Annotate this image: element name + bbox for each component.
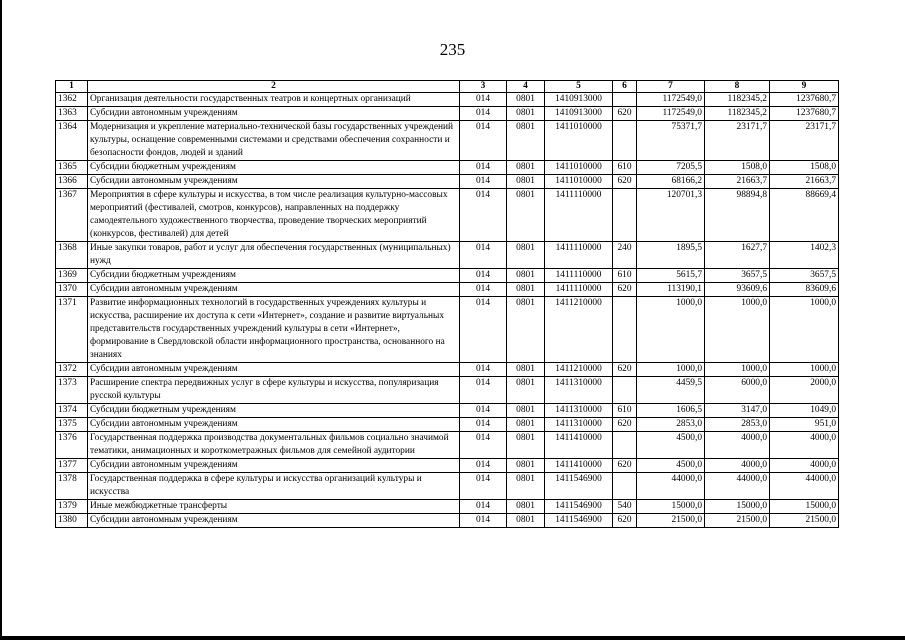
row-code-3: 014 — [460, 363, 507, 377]
row-value-9: 1402,3 — [770, 242, 839, 269]
row-code-6: 620 — [613, 175, 637, 189]
row-value-7: 7205,5 — [637, 161, 705, 175]
row-code-4: 0801 — [507, 514, 545, 528]
row-code-4: 0801 — [507, 432, 545, 459]
row-code-3: 014 — [460, 269, 507, 283]
row-value-9: 1049,0 — [770, 404, 839, 418]
row-code-4: 0801 — [507, 377, 545, 404]
row-code-6: 620 — [613, 459, 637, 473]
row-value-8: 21663,7 — [705, 175, 770, 189]
row-name: Мероприятия в сфере культуры и искусства, в том числе реализация культурно-массовых мероприятий (фестивалей, смотров, конкурсов), направленных на поддержку самодеятельного художественного творчества, проведение творческих мероприятий (конкурсов, фестивалей) для детей — [88, 189, 460, 242]
row-number: 1380 — [56, 514, 88, 528]
row-value-9: 1000,0 — [770, 297, 839, 363]
table-row — [56, 377, 839, 404]
row-value-7: 21500,0 — [637, 514, 705, 528]
column-header: 8 — [705, 81, 770, 93]
row-name: Субсидии бюджетным учреждениям — [88, 161, 460, 175]
page-edge-left — [0, 0, 2, 640]
column-header: 6 — [613, 81, 637, 93]
column-header: 1 — [56, 81, 88, 93]
row-number: 1365 — [56, 161, 88, 175]
row-value-9: 3657,5 — [770, 269, 839, 283]
row-value-9: 44000,0 — [770, 473, 839, 500]
row-value-9: 15000,0 — [770, 500, 839, 514]
row-code-3: 014 — [460, 459, 507, 473]
row-value-8: 1182345,2 — [705, 93, 770, 107]
row-code-4: 0801 — [507, 269, 545, 283]
page-number: 235 — [439, 40, 466, 59]
row-code-4: 0801 — [507, 93, 545, 107]
row-code-5: 1411010000 — [545, 121, 613, 161]
row-name: Государственная поддержка производства документальных фильмов социально значимой тематики, анимационных и короткометражных фильмов для семейной аудитории — [88, 432, 460, 459]
row-value-7: 2853,0 — [637, 418, 705, 432]
column-header: 4 — [507, 81, 545, 93]
row-name: Субсидии автономным учреждениям — [88, 175, 460, 189]
row-code-5: 1411546900 — [545, 514, 613, 528]
row-name: Субсидии бюджетным учреждениям — [88, 269, 460, 283]
row-number: 1363 — [56, 107, 88, 121]
row-number: 1371 — [56, 297, 88, 363]
header-row — [56, 81, 839, 93]
row-code-4: 0801 — [507, 473, 545, 500]
table-row — [56, 189, 839, 242]
row-number: 1367 — [56, 189, 88, 242]
row-code-6: 620 — [613, 283, 637, 297]
row-value-9: 88669,4 — [770, 189, 839, 242]
row-value-8: 4000,0 — [705, 459, 770, 473]
row-value-7: 1895,5 — [637, 242, 705, 269]
row-name: Иные межбюджетные трансферты — [88, 500, 460, 514]
row-value-9: 83609,6 — [770, 283, 839, 297]
row-value-8: 23171,7 — [705, 121, 770, 161]
table-row — [56, 514, 839, 528]
row-value-9: 2000,0 — [770, 377, 839, 404]
row-code-3: 014 — [460, 297, 507, 363]
row-code-6: 620 — [613, 363, 637, 377]
row-value-7: 75371,7 — [637, 121, 705, 161]
table-row — [56, 283, 839, 297]
row-value-8: 93609,6 — [705, 283, 770, 297]
row-code-3: 014 — [460, 93, 507, 107]
row-value-8: 1182345,2 — [705, 107, 770, 121]
row-value-7: 1000,0 — [637, 297, 705, 363]
table-header — [56, 81, 839, 93]
row-number: 1374 — [56, 404, 88, 418]
row-code-5: 1411310000 — [545, 377, 613, 404]
row-code-4: 0801 — [507, 404, 545, 418]
row-code-4: 0801 — [507, 283, 545, 297]
row-value-7: 1606,5 — [637, 404, 705, 418]
row-value-7: 1000,0 — [637, 363, 705, 377]
row-code-5: 1411110000 — [545, 189, 613, 242]
row-code-3: 014 — [460, 242, 507, 269]
row-value-9: 23171,7 — [770, 121, 839, 161]
row-code-4: 0801 — [507, 500, 545, 514]
column-header: 3 — [460, 81, 507, 93]
row-code-3: 014 — [460, 175, 507, 189]
column-header: 2 — [88, 81, 460, 93]
row-code-4: 0801 — [507, 107, 545, 121]
row-number: 1377 — [56, 459, 88, 473]
row-value-8: 44000,0 — [705, 473, 770, 500]
row-number: 1378 — [56, 473, 88, 500]
table-row — [56, 269, 839, 283]
table-row — [56, 418, 839, 432]
row-code-5: 1410913000 — [545, 93, 613, 107]
table-row — [56, 297, 839, 363]
row-code-3: 014 — [460, 283, 507, 297]
row-value-7: 4500,0 — [637, 459, 705, 473]
row-code-3: 014 — [460, 189, 507, 242]
table-row — [56, 242, 839, 269]
row-value-8: 6000,0 — [705, 377, 770, 404]
table-row — [56, 121, 839, 161]
row-code-6: 610 — [613, 161, 637, 175]
row-code-6 — [613, 432, 637, 459]
row-code-6 — [613, 473, 637, 500]
row-code-6: 610 — [613, 269, 637, 283]
row-code-3: 014 — [460, 473, 507, 500]
row-value-9: 4000,0 — [770, 459, 839, 473]
row-name: Организация деятельности государственных театров и концертных организаций — [88, 93, 460, 107]
row-value-8: 3147,0 — [705, 404, 770, 418]
row-number: 1364 — [56, 121, 88, 161]
row-code-5: 1411546900 — [545, 473, 613, 500]
row-code-5: 1411110000 — [545, 242, 613, 269]
row-code-3: 014 — [460, 418, 507, 432]
row-code-6: 620 — [613, 514, 637, 528]
row-value-7: 44000,0 — [637, 473, 705, 500]
row-code-4: 0801 — [507, 121, 545, 161]
row-number: 1369 — [56, 269, 88, 283]
row-number: 1373 — [56, 377, 88, 404]
row-value-8: 1000,0 — [705, 363, 770, 377]
row-value-7: 120701,3 — [637, 189, 705, 242]
row-code-4: 0801 — [507, 161, 545, 175]
row-value-9: 1237680,7 — [770, 93, 839, 107]
row-name: Субсидии автономным учреждениям — [88, 418, 460, 432]
row-name: Развитие информационных технологий в государственных учреждениях культуры и искусства, расширение их доступа к сети «Интернет», создание и развитие виртуальных представительств государственных учреждений культуры в сети «Интернет», формирование в Свердловской области информационного пространства, основанного на знаниях — [88, 297, 460, 363]
row-code-3: 014 — [460, 500, 507, 514]
row-value-7: 113190,1 — [637, 283, 705, 297]
row-value-8: 21500,0 — [705, 514, 770, 528]
row-code-6: 240 — [613, 242, 637, 269]
row-code-5: 1411310000 — [545, 418, 613, 432]
column-header: 7 — [637, 81, 705, 93]
row-code-3: 014 — [460, 107, 507, 121]
row-code-4: 0801 — [507, 418, 545, 432]
table-row — [56, 107, 839, 121]
row-code-3: 014 — [460, 514, 507, 528]
row-number: 1372 — [56, 363, 88, 377]
column-header: 9 — [770, 81, 839, 93]
row-code-6 — [613, 377, 637, 404]
row-code-5: 1411410000 — [545, 459, 613, 473]
row-value-9: 951,0 — [770, 418, 839, 432]
row-code-5: 1411010000 — [545, 175, 613, 189]
row-code-3: 014 — [460, 377, 507, 404]
row-name: Субсидии автономным учреждениям — [88, 514, 460, 528]
row-code-5: 1411010000 — [545, 161, 613, 175]
row-number: 1368 — [56, 242, 88, 269]
row-value-9: 1237680,7 — [770, 107, 839, 121]
table-row — [56, 473, 839, 500]
row-value-9: 1508,0 — [770, 161, 839, 175]
row-name: Субсидии автономным учреждениям — [88, 107, 460, 121]
row-number: 1375 — [56, 418, 88, 432]
row-value-9: 21500,0 — [770, 514, 839, 528]
row-code-5: 1411410000 — [545, 432, 613, 459]
row-code-6 — [613, 121, 637, 161]
column-header: 5 — [545, 81, 613, 93]
row-name: Субсидии бюджетным учреждениям — [88, 404, 460, 418]
row-value-9: 4000,0 — [770, 432, 839, 459]
row-name: Субсидии автономным учреждениям — [88, 459, 460, 473]
row-code-6: 540 — [613, 500, 637, 514]
row-value-9: 21663,7 — [770, 175, 839, 189]
row-value-9: 1000,0 — [770, 363, 839, 377]
row-name: Иные закупки товаров, работ и услуг для обеспечения государственных (муниципальных) нужд — [88, 242, 460, 269]
row-code-3: 014 — [460, 404, 507, 418]
row-value-8: 4000,0 — [705, 432, 770, 459]
row-code-4: 0801 — [507, 175, 545, 189]
table-row — [56, 500, 839, 514]
row-value-7: 5615,7 — [637, 269, 705, 283]
row-code-4: 0801 — [507, 459, 545, 473]
row-code-5: 1411210000 — [545, 363, 613, 377]
row-code-4: 0801 — [507, 363, 545, 377]
table-row — [56, 161, 839, 175]
row-code-3: 014 — [460, 432, 507, 459]
row-code-3: 014 — [460, 121, 507, 161]
table-body — [56, 93, 839, 528]
row-number: 1370 — [56, 283, 88, 297]
row-name: Расширение спектра передвижных услуг в сфере культуры и искусства, популяризация русской культуры — [88, 377, 460, 404]
row-value-8: 98894,8 — [705, 189, 770, 242]
row-value-7: 1172549,0 — [637, 93, 705, 107]
row-value-7: 68166,2 — [637, 175, 705, 189]
row-code-5: 1410913000 — [545, 107, 613, 121]
row-code-6 — [613, 93, 637, 107]
row-value-8: 1000,0 — [705, 297, 770, 363]
row-number: 1366 — [56, 175, 88, 189]
table-row — [56, 404, 839, 418]
row-code-5: 1411310000 — [545, 404, 613, 418]
row-code-5: 1411110000 — [545, 283, 613, 297]
row-name: Модернизация и укрепление материально-технической базы государственных учреждений культуры, оснащение современными системами и средствами обеспечения сохранности и безопасности фондов, людей и зданий — [88, 121, 460, 161]
row-value-8: 1508,0 — [705, 161, 770, 175]
row-value-7: 4500,0 — [637, 432, 705, 459]
row-code-5: 1411546900 — [545, 500, 613, 514]
table-row — [56, 363, 839, 377]
row-code-4: 0801 — [507, 189, 545, 242]
budget-table — [55, 80, 839, 528]
row-code-5: 1411210000 — [545, 297, 613, 363]
row-name: Субсидии автономным учреждениям — [88, 283, 460, 297]
row-value-7: 15000,0 — [637, 500, 705, 514]
row-code-6: 620 — [613, 107, 637, 121]
row-number: 1379 — [56, 500, 88, 514]
row-code-6 — [613, 297, 637, 363]
page-edge-bottom — [0, 636, 905, 640]
row-value-7: 4459,5 — [637, 377, 705, 404]
table-row — [56, 459, 839, 473]
row-value-8: 1627,7 — [705, 242, 770, 269]
row-name: Субсидии автономным учреждениям — [88, 363, 460, 377]
table-row — [56, 93, 839, 107]
table-row — [56, 175, 839, 189]
row-code-4: 0801 — [507, 242, 545, 269]
row-code-5: 1411110000 — [545, 269, 613, 283]
row-value-8: 15000,0 — [705, 500, 770, 514]
table-row — [56, 432, 839, 459]
row-name: Государственная поддержка в сфере культуры и искусства организаций культуры и искусства — [88, 473, 460, 500]
row-number: 1376 — [56, 432, 88, 459]
row-code-4: 0801 — [507, 297, 545, 363]
row-code-6 — [613, 189, 637, 242]
row-code-3: 014 — [460, 161, 507, 175]
row-number: 1362 — [56, 93, 88, 107]
row-value-8: 2853,0 — [705, 418, 770, 432]
row-value-8: 3657,5 — [705, 269, 770, 283]
row-code-6: 610 — [613, 404, 637, 418]
row-code-6: 620 — [613, 418, 637, 432]
row-value-7: 1172549,0 — [637, 107, 705, 121]
